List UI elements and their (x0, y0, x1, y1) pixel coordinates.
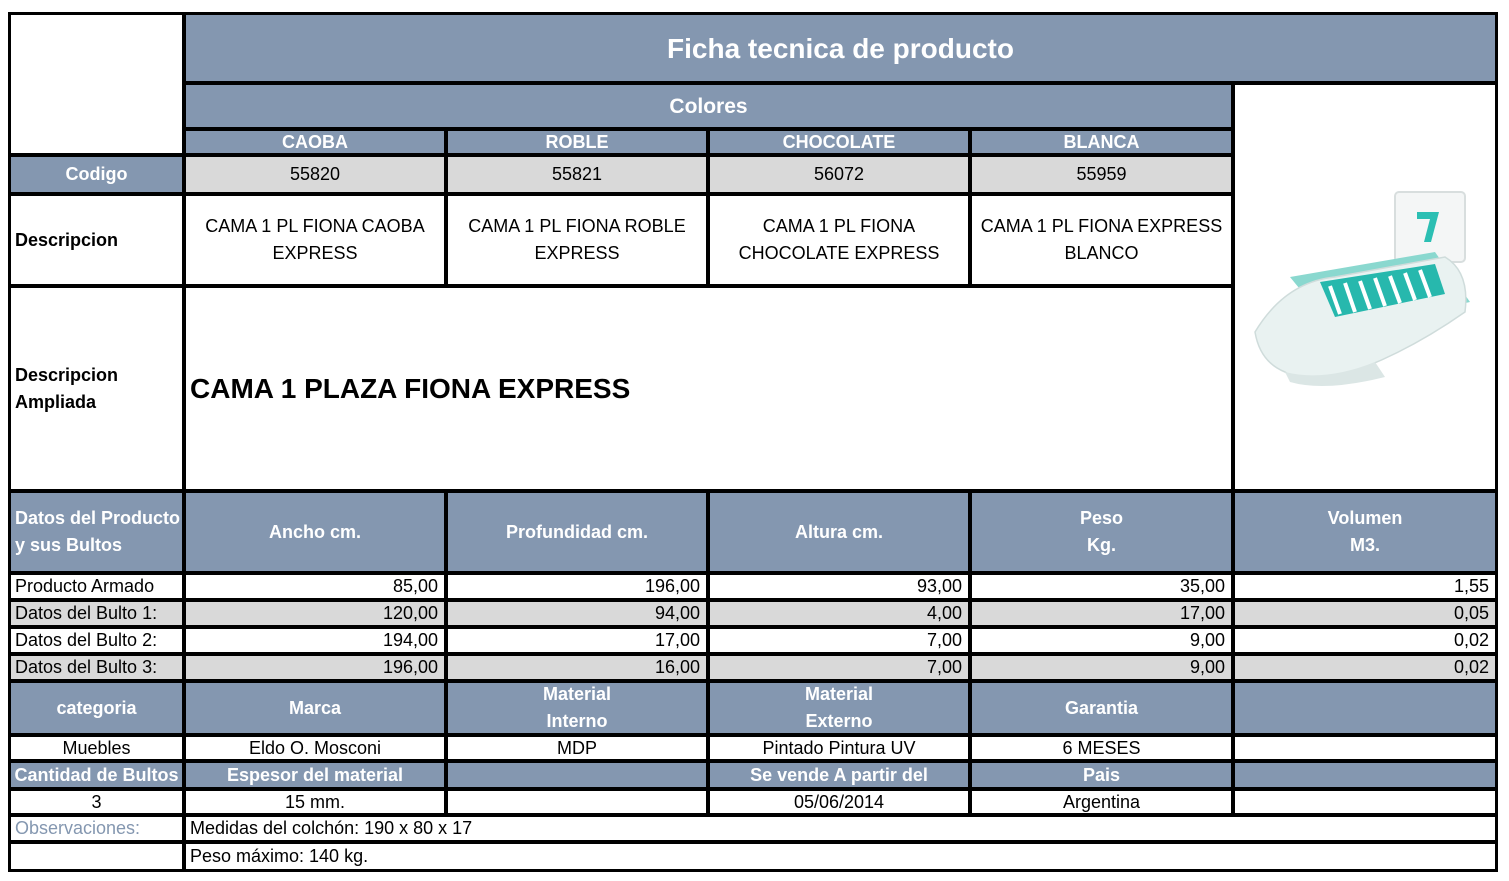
description-cell: CAMA 1 PL FIONA ROBLE EXPRESS (448, 196, 706, 284)
code-cell: 55959 (972, 157, 1231, 192)
description-cell: CAMA 1 PL FIONA CHOCOLATE EXPRESS (710, 196, 968, 284)
descripcion-ampliada-value: CAMA 1 PLAZA FIONA EXPRESS (186, 288, 1231, 489)
info-value-material-interno: MDP (448, 737, 706, 759)
dims-cell: 93,00 (710, 575, 968, 598)
info-value-empty (448, 791, 706, 813)
color-caoba: CAOBA (186, 131, 444, 153)
bed-icon (1245, 182, 1485, 392)
code-cell: 56072 (710, 157, 968, 192)
info-value-se-vende: 05/06/2014 (710, 791, 968, 813)
info-value-categoria: Muebles (11, 737, 182, 759)
dims-cell: 9,00 (972, 656, 1231, 679)
dims-cell: 17,00 (972, 602, 1231, 625)
info-header-empty (1235, 763, 1495, 787)
info-value-pais: Argentina (972, 791, 1231, 813)
info-header-espesor: Espesor del material (186, 763, 444, 787)
description-cell: CAMA 1 PL FIONA EXPRESS BLANCO (972, 196, 1231, 284)
info-value-espesor: 15 mm. (186, 791, 444, 813)
dims-cell: 0,02 (1235, 629, 1495, 652)
info-header-garantia: Garantia (972, 683, 1231, 733)
code-cell: 55821 (448, 157, 706, 192)
dims-cell: 17,00 (448, 629, 706, 652)
info-value-garantia: 6 MESES (972, 737, 1231, 759)
observaciones-empty (11, 844, 182, 869)
observaciones-label: Observaciones: (11, 817, 182, 840)
descripcion-label: Descripcion (11, 196, 182, 284)
dims-cell: 16,00 (448, 656, 706, 679)
color-roble: ROBLE (448, 131, 706, 153)
dims-cell: 0,02 (1235, 656, 1495, 679)
dims-header-profundidad: Profundidad cm. (448, 493, 706, 571)
dims-cell: 7,00 (710, 656, 968, 679)
page-title: Ficha tecnica de producto (186, 15, 1495, 81)
color-chocolate: CHOCOLATE (710, 131, 968, 153)
dims-cell: 196,00 (448, 575, 706, 598)
info-header-material-externo: Material Externo (710, 683, 968, 733)
colores-header: Colores (186, 85, 1231, 127)
dims-header-ancho: Ancho cm. (186, 493, 444, 571)
dims-cell: 9,00 (972, 629, 1231, 652)
codigo-label: Codigo (11, 157, 182, 192)
dims-row-header: Datos del Producto y sus Bultos (11, 493, 182, 571)
info-value-empty (1235, 791, 1495, 813)
info-header-cantidad-bultos: Cantidad de Bultos (11, 763, 182, 787)
info-header-material-interno: Material Interno (448, 683, 706, 733)
dims-row-label: Datos del Bulto 1: (11, 602, 182, 625)
dims-row-label: Datos del Bulto 3: (11, 656, 182, 679)
dims-cell: 0,05 (1235, 602, 1495, 625)
color-blanca: BLANCA (972, 131, 1231, 153)
descripcion-ampliada-label: Descripcion Ampliada (11, 288, 182, 489)
info-value-empty (1235, 737, 1495, 759)
dims-cell: 7,00 (710, 629, 968, 652)
info-value-marca: Eldo O. Mosconi (186, 737, 444, 759)
dims-cell: 1,55 (1235, 575, 1495, 598)
info-value-cantidad-bultos: 3 (11, 791, 182, 813)
dims-cell: 4,00 (710, 602, 968, 625)
dims-cell: 94,00 (448, 602, 706, 625)
info-header-empty (1235, 683, 1495, 733)
dims-cell: 194,00 (186, 629, 444, 652)
dims-row-label: Producto Armado (11, 575, 182, 598)
info-header-se-vende: Se vende A partir del (710, 763, 968, 787)
info-header-empty (448, 763, 706, 787)
dims-cell: 196,00 (186, 656, 444, 679)
dims-cell: 120,00 (186, 602, 444, 625)
dims-cell: 85,00 (186, 575, 444, 598)
code-cell: 55820 (186, 157, 444, 192)
info-header-marca: Marca (186, 683, 444, 733)
product-sheet (8, 12, 1498, 872)
logo-area (11, 15, 182, 153)
product-image (1235, 85, 1495, 489)
description-cell: CAMA 1 PL FIONA CAOBA EXPRESS (186, 196, 444, 284)
dims-header-peso: Peso Kg. (972, 493, 1231, 571)
dims-row-label: Datos del Bulto 2: (11, 629, 182, 652)
dims-cell: 35,00 (972, 575, 1231, 598)
info-header-categoria: categoria (11, 683, 182, 733)
observacion-line: Medidas del colchón: 190 x 80 x 17 (186, 817, 1495, 840)
observacion-line: Peso máximo: 140 kg. (186, 844, 1495, 869)
info-value-material-externo: Pintado Pintura UV (710, 737, 968, 759)
info-header-pais: Pais (972, 763, 1231, 787)
dims-header-volumen: Volumen M3. (1235, 493, 1495, 571)
dims-header-altura: Altura cm. (710, 493, 968, 571)
